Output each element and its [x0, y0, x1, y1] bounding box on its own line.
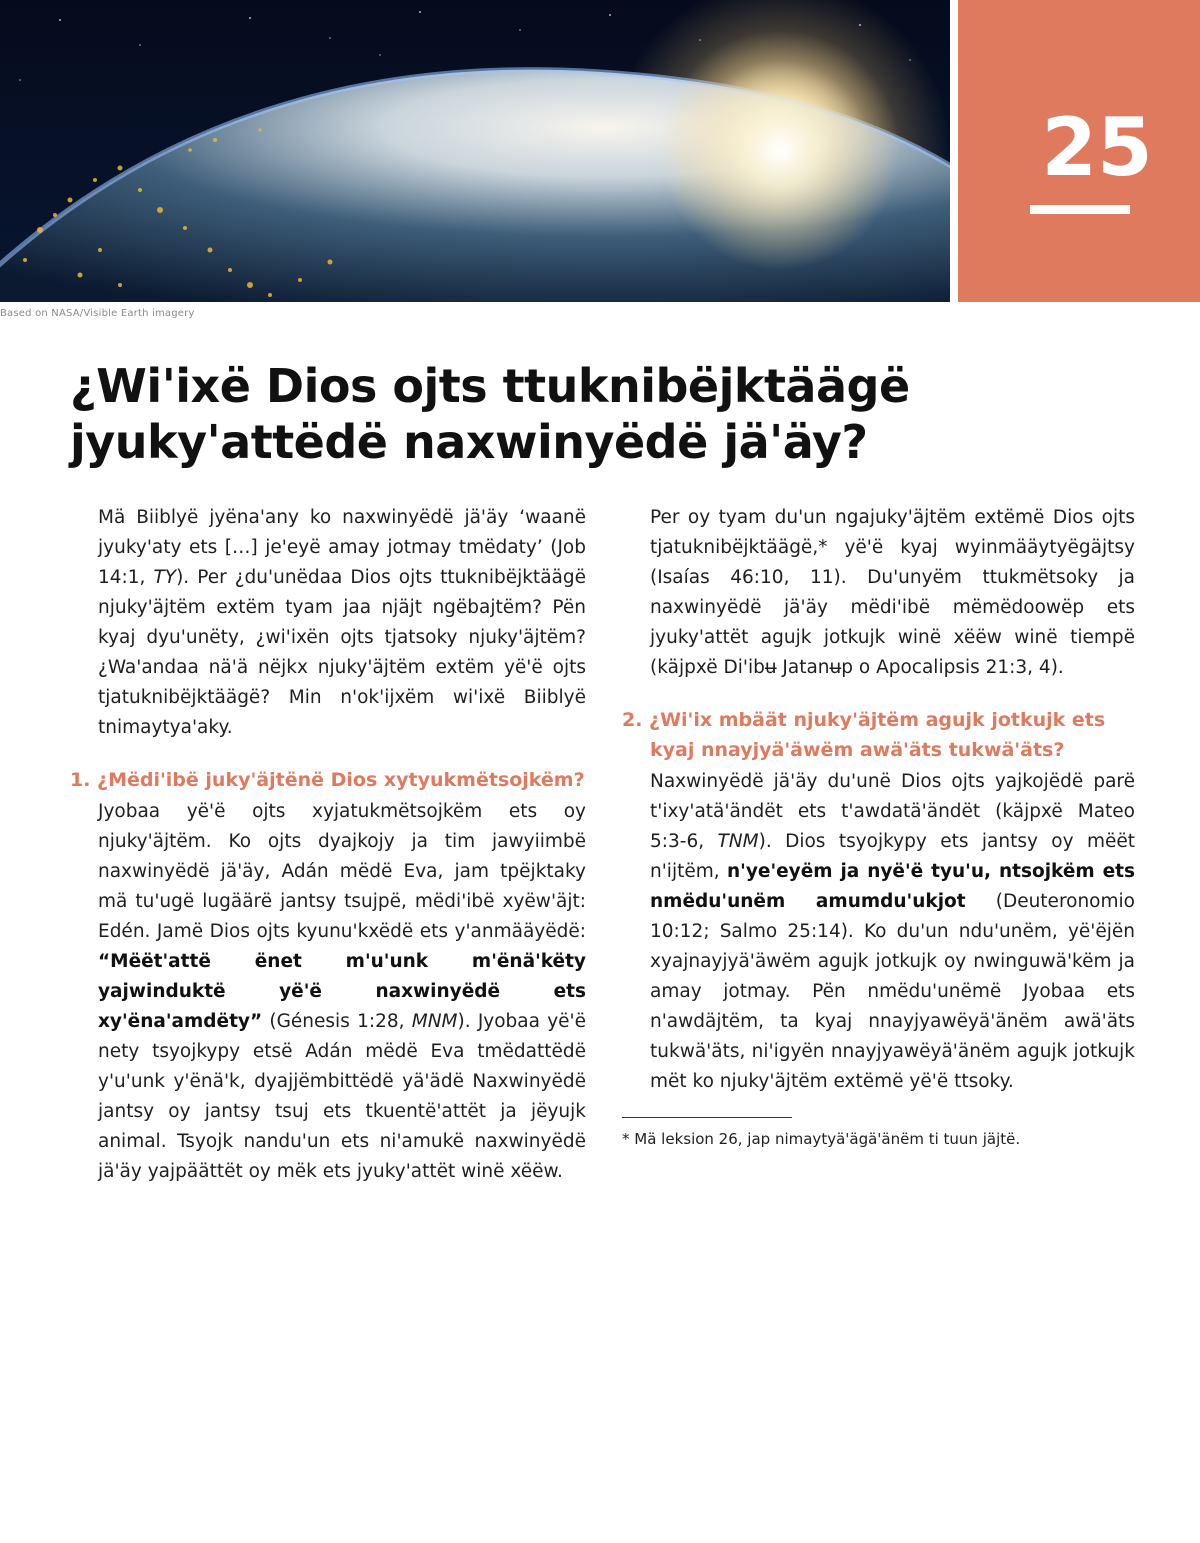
section-2-text-c: (Deuteronomio 10:12; Salmo 25:14). Ko du'un ndu'unëm, yë'ëjën xyajnayjyä'äwëm agujk jotkujk oy nwinguwä'këm ja amay jotmay. Pën nmëdu'unëmë Jyobaa ets n'awdäjtëm, ta kyaj nnayjyawëyä'änëm awä'äts tukwä'äts, ni'igyën nnayjyawëyä'änëm agujk jotkujk mët ko njuky'äjtëm extëmë yë'ë ttsoky.: [650, 891, 1135, 1092]
section-2-emphasis: n'ye'eyëm ja nyë'ë tyu'u, ntsojkëm ets nmëdu'unëm amumdu'ukjot: [650, 861, 1135, 912]
footnote: * Mä leksion 26, jap nimaytyä'ägä'änëm ti tuun jäjtë.: [622, 1130, 1021, 1148]
section-2-citation-abbrev: TNM: [717, 831, 759, 852]
earth-hero-image: [0, 0, 950, 302]
section-1-continued-paragraph: Per oy tyam du'un ngajuky'äjtëm extëmë Dios ojts tjatuknibëjktäägë,* yë'ë kyaj wyinmääytyëgäjtsy (Isaías 46:10, 11). Du'unyëm ttukmëtsoky ja naxwinyëdë jä'äy mëdi'ibë mëmëdoowëp ets jyuky'attët agujk jotkujk winë xëëw winë tiempë (käjpxë Di'ibʉ Jatanʉp o Apocalipsis 21:3, 4).: [650, 507, 1135, 678]
right-column: [622, 503, 1135, 1150]
section-1-paragraph: [70, 797, 586, 1187]
section-1-text-b: (Génesis 1:28,: [262, 1011, 412, 1032]
intro-text-b: ). Per ¿du'unëdaa Dios ojts ttuknibëjktäägë njuky'äjtëm extëm tyam jaa njäjt ngëbajtëm? Pën kyaj dyu'unëty, ¿wi'ixën ojts tjatsoky njuky'äjtëm? ¿Wa'andaa nä'ä nëjkx njuky'äjtëm extëm yë'ë ojts tjatuknibëjktäägë? Min n'ok'ijxëm wi'ixë Biiblyë tnimaytya'aky.: [98, 567, 586, 738]
section-1-scripture-quote: “Mëët'attë ënet m'u'unk m'ënä'këty yajwinduktë yë'ë naxwinyëdë ets xy'ëna'amdëty”: [98, 951, 586, 1032]
section-1-text-c: ). Jyobaa yë'ë nety tsyojkypy etsë Adán mëdë Eva tmëdattëdë y'u'unk y'ënä'k, dyajjëmbittëdë yä'ädë Naxwinyëdë jantsy oy jantsy tsuj ets tkuentë'attët ja jëyujk animal. Tsyojk nandu'un ets ni'amukë naxwinyëdë jä'äy yajpäättët oy mëk ets jyuky'attët winë xëëw.: [98, 1011, 587, 1182]
title-line-2: jyuky'attëdë naxwinyëdë jä'äy?: [70, 415, 868, 469]
section-1-citation-abbrev: MNM: [411, 1011, 458, 1032]
section-1-heading: 1. ¿Mëdi'ibë juky'äjtënë Dios xytyukmëtsojkëm?: [70, 769, 585, 791]
intro-text-a: Mä Biiblyë jyëna'any ko naxwinyëdë jä'äy ‘waanë jyuky'aty ets […] je'eyë amay jotmay tmëdaty’ (Job 14:1,: [98, 507, 586, 588]
intro-citation-abbrev: TY: [153, 567, 177, 588]
earth-illustration: [0, 0, 950, 302]
lesson-number-panel: [958, 0, 1200, 302]
lesson-number: 25: [1041, 101, 1153, 194]
footnote-divider: [622, 1117, 792, 1118]
left-column: [70, 503, 586, 1187]
section-1-text-a: Jyobaa yë'ë ojts xyjatukmëtsojkëm ets oy njuky'äjtëm. Ko ojts dyajkojy ja tim jawyiimbë naxwinyëdë jä'äy, Adán mëdë Eva, jam tpëjktaky mä tu'ugë lugäärë jantsy tsujpë, mëdi'ibë xyëw'äjt: Edén. Jamë Dios ojts kyunu'kxëdë ets y'anmääyëdë:: [98, 801, 586, 942]
title-line-1: ¿Wi'ixë Dios ojts ttuknibëjktäägë: [70, 359, 910, 413]
lesson-number-underline: [1030, 205, 1130, 214]
image-credit: Based on NASA/Visible Earth imagery: [0, 308, 195, 319]
section-2-text-b: ). Dios tsyojkypy ets jantsy oy mëët n'ijtëm,: [650, 831, 1136, 882]
section-2-paragraph: [622, 767, 1135, 1097]
section-2-text-a: Naxwinyëdë jä'äy du'unë Dios ojts yajkojëdë parë t'ixy'atä'ändët ets t'awdatä'ändët (käjpxë Mateo 5:3-6,: [650, 771, 1135, 852]
intro-paragraph: [70, 503, 586, 743]
section-2-heading: 2. ¿Wi'ix mbäät njuky'äjtëm agujk jotkujk ets kyaj nnayjyä'äwëm awä'äts tukwä'äts?: [622, 709, 1106, 761]
page-title: [70, 358, 1120, 470]
